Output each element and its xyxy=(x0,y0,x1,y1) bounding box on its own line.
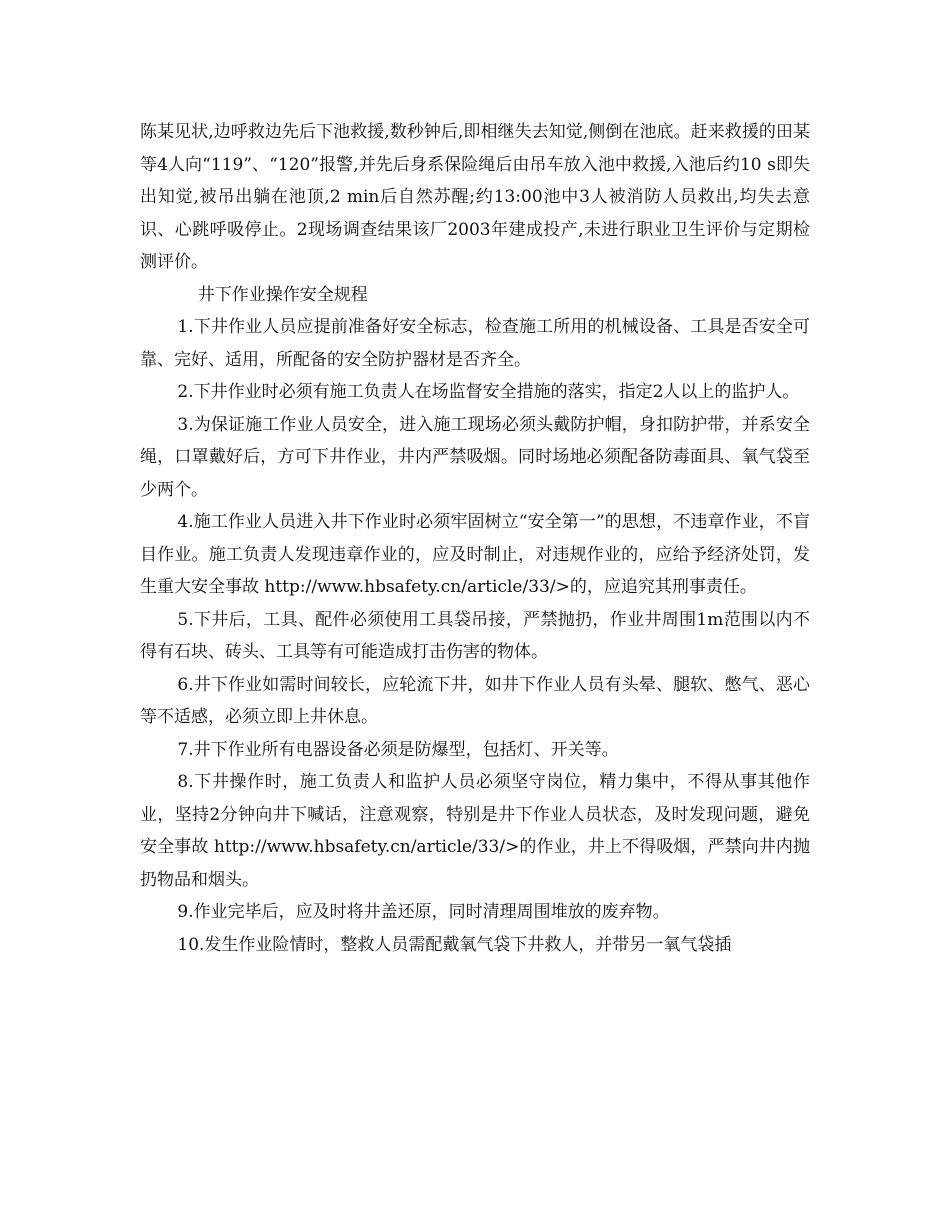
section-title: 井下作业操作安全规程 xyxy=(197,284,368,305)
document-page xyxy=(140,116,810,961)
rule-item-5: 5.下井后，工具、配件必须使用工具袋吊接，严禁抛扔，作业井周围1m范围以内不得有石块、砖头、工具等有可能造成打击伤害的物体。 xyxy=(140,609,810,662)
rule-item-1: 1.下井作业人员应提前准备好安全标志，检查施工所用的机械设备、工具是否安全可靠、完好、适用，所配备的安全防护器材是否齐全。 xyxy=(140,317,810,370)
intro-paragraph: 陈某见状,边呼救边先后下池救援,数秒钟后,即相继失去知觉,侧倒在池底。赶来救援的田某等4人向“119”、“120”报警,并先后身系保险绳后由吊车放入池中救援,入池后约10 s即失出知觉,被吊出躺在池顶,2 min后自然苏醒;约13:00池中3人被消防人员救出,均失去意识、心跳呼吸停止。2现场调查结果该厂2003年建成投产,未进行职业卫生评价与定期检测评价。 xyxy=(140,122,810,272)
rule-item-2: 2.下井作业时必须有施工负责人在场监督安全措施的落实，指定2人以上的监护人。 xyxy=(177,382,800,402)
rule-item-3: 3.为保证施工作业人员安全，进入施工现场必须头戴防护帽，身扣防护带，并系安全绳，口罩戴好后，方可下井作业，井内严禁吸烟。同时场地必须配备防毒面具、氧气袋至少两个。 xyxy=(140,414,810,500)
rule-item-6: 6.井下作业如需时间较长，应轮流下井，如井下作业人员有头晕、腿软、憋气、恶心等不适感，必须立即上井休息。 xyxy=(140,674,810,727)
rule-item-9: 9.作业完毕后，应及时将井盖还原，同时清理周围堆放的废弃物。 xyxy=(177,902,670,922)
rule-item-7: 7.井下作业所有电器设备必须是防爆型，包括灯、开关等。 xyxy=(177,739,619,760)
rule-item-8: 8.下井操作时，施工负责人和监护人员必须坚守岗位，精力集中，不得从事其他作业，坚持2分钟向井下喊话，注意观察，特别是井下作业人员状态，及时发现问题，避免安全事故 http://www.hbsafety.cn/article/33/>的作业，井上不得吸烟，严禁向井内抛扔物品和烟头。 xyxy=(140,772,810,890)
rule-item-4: 4.施工作业人员进入井下作业时必须牢固树立“安全第一”的思想，不违章作业，不盲目作业。施工负责人发现违章作业的，应及时制止，对违规作业的，应给予经济处罚，发生重大安全事故 http://www.hbsafety.cn/article/33/>的，应追究其刑事责任。 xyxy=(140,512,810,597)
rule-item-10: 10.发生作业险情时，整救人员需配戴氧气袋下井救人，并带另一氧气袋插 xyxy=(177,934,732,955)
